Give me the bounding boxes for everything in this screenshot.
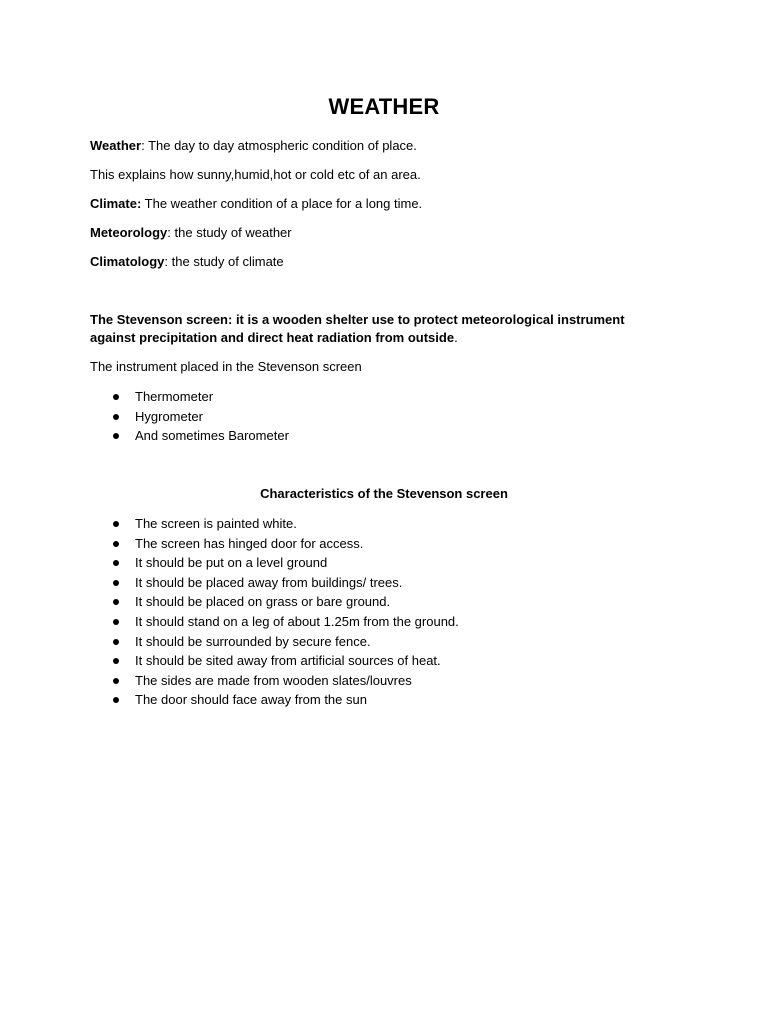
definition-climate <box>90 195 690 213</box>
bullet-icon <box>113 541 119 547</box>
bullet-icon <box>113 639 119 645</box>
list-item: Hygrometer <box>90 407 289 427</box>
bullet-icon <box>113 433 119 439</box>
list-item: It should be sited away from artificial sources of heat. <box>90 651 459 671</box>
definition-term: Climate: <box>90 196 142 211</box>
definition-separator: : <box>164 254 169 269</box>
definition-term: Meteorology <box>90 225 168 240</box>
list-item: The screen has hinged door for access. <box>90 534 459 554</box>
characteristics-heading: Characteristics of the Stevenson screen <box>260 486 508 501</box>
bullet-icon <box>113 619 119 625</box>
bullet-icon <box>113 599 119 605</box>
list-item: The sides are made from wooden slates/louvres <box>90 671 459 691</box>
stevenson-definition-text: The Stevenson screen: it is a wooden shelter use to protect meteorological instrument against precipitation and direct heat radiation from outside <box>90 312 625 345</box>
list-item: It should be placed away from buildings/ trees. <box>90 573 459 593</box>
definition-text: This explains how sunny,humid,hot or cold etc of an area. <box>90 167 421 182</box>
list-item: It should be surrounded by secure fence. <box>90 632 459 652</box>
list-item: Thermometer <box>90 387 289 407</box>
instrument-intro: The instrument placed in the Stevenson screen <box>90 359 362 374</box>
bullet-icon <box>113 394 119 400</box>
list-item: It should be put on a level ground <box>90 553 459 573</box>
definition-meteorology <box>90 224 690 242</box>
list-item: And sometimes Barometer <box>90 426 289 446</box>
list-item: It should stand on a leg of about 1.25m from the ground. <box>90 612 459 632</box>
definition-separator: : <box>167 225 171 240</box>
definition-text: The day to day atmospheric condition of place. <box>144 138 417 153</box>
bullet-icon <box>113 560 119 566</box>
stevenson-definition-period: . <box>454 330 458 345</box>
bullet-icon <box>113 697 119 703</box>
definition-term: Climatology <box>90 254 165 269</box>
definition-text: the study of weather <box>170 225 292 240</box>
definition-separator: : <box>141 138 145 153</box>
page-title: WEATHER <box>328 94 440 119</box>
definition-text: The weather condition of a place for a long time. <box>141 196 423 211</box>
bullet-icon <box>113 678 119 684</box>
instrument-list <box>90 387 289 446</box>
definition-climatology <box>90 253 690 271</box>
definition-term: Weather <box>90 138 142 153</box>
definition-explanation <box>90 166 690 184</box>
characteristics-list <box>90 514 459 710</box>
bullet-icon <box>113 580 119 586</box>
list-item: The door should face away from the sun <box>90 690 459 710</box>
list-item: It should be placed on grass or bare ground. <box>90 592 459 612</box>
bullet-icon <box>113 414 119 420</box>
bullet-icon <box>113 521 119 527</box>
list-item: The screen is painted white. <box>90 514 459 534</box>
definition-text: the study of climate <box>168 254 284 269</box>
definition-weather <box>90 137 690 155</box>
stevenson-screen-definition <box>90 311 650 347</box>
bullet-icon <box>113 658 119 664</box>
